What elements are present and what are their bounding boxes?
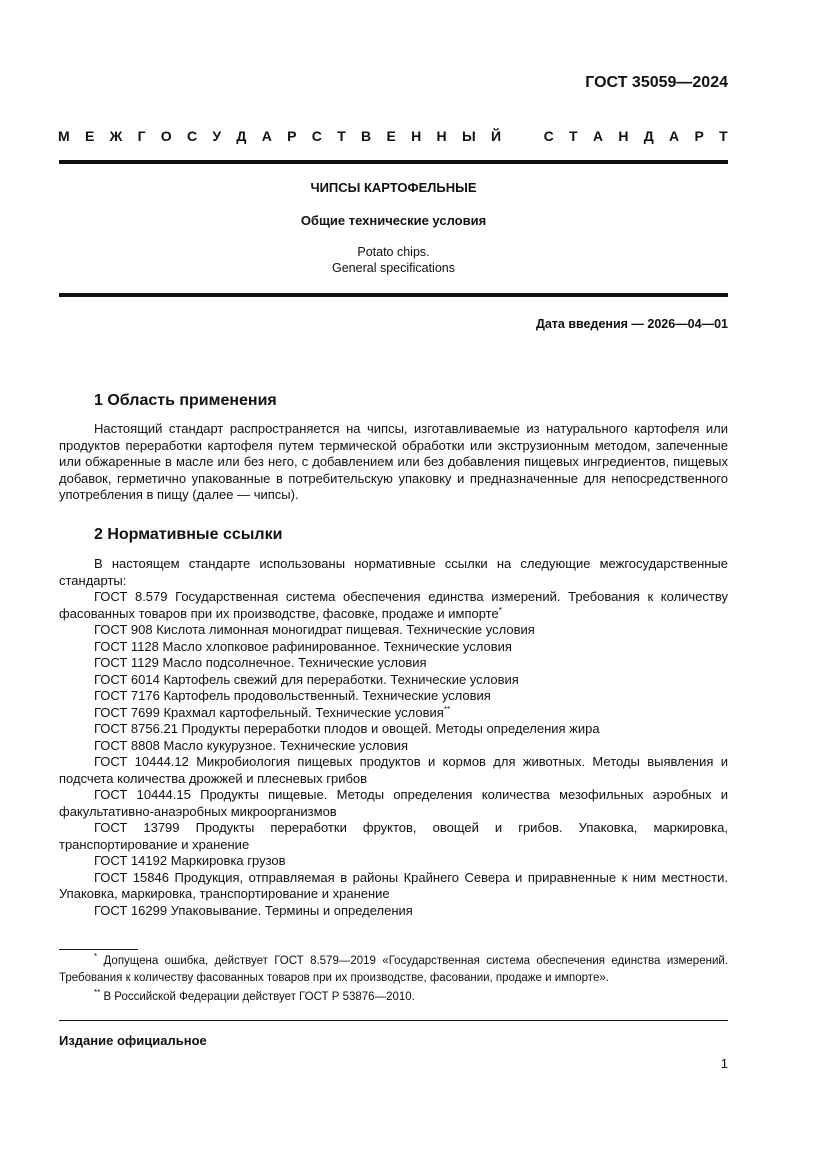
standard-type-letter: А (669, 128, 680, 144)
reference-item (59, 622, 728, 639)
standard-type-letter: Е (386, 128, 396, 144)
reference-text: ГОСТ 6014 Картофель свежий для переработки. Технические условия (94, 671, 519, 687)
reference-text: ГОСТ 1128 Масло хлопковое рафинированное. Технические условия (94, 638, 512, 654)
word-gap (516, 128, 528, 144)
standard-type-letter: С (543, 128, 554, 144)
standard-type-letter: В (361, 128, 372, 144)
footnote (59, 953, 728, 986)
english-title-line2: General specifications (332, 261, 455, 275)
standard-type-letter: Т (719, 128, 728, 144)
footnote-text: В Российской Федерации действует ГОСТ Р 53876—2010. (103, 991, 415, 1003)
reference-item (59, 688, 728, 705)
reference-text: ГОСТ 8756.21 Продукты переработки плодов и овощей. Методы определения жира (94, 721, 600, 736)
reference-text: ГОСТ 13799 Продукты переработки фруктов, овощей и грибов. Упаковка, маркировка, транспортирование и хранение (59, 820, 728, 852)
document-subtitle: Общие технические условия (300, 213, 487, 228)
standard-type-letter: Е (84, 128, 95, 144)
introduction-date: Дата введения — 2026—04—01 (535, 317, 728, 331)
english-title-line1: Potato chips. (357, 245, 430, 259)
standard-type-letter: Ж (109, 128, 123, 144)
reference-item (59, 787, 728, 820)
standard-type-letter: Й (490, 128, 502, 144)
standard-type-letter: Ы (461, 128, 476, 144)
footnote-marker: * (94, 952, 98, 961)
reference-text: ГОСТ 7699 Крахмал картофельный. Технические условия (94, 704, 444, 720)
standard-type-letter: А (261, 128, 272, 144)
gost-number: ГОСТ 35059—2024 (585, 74, 728, 91)
header-rule (59, 160, 728, 164)
reference-item (59, 589, 728, 622)
standard-type-letter: С (311, 128, 322, 144)
english-title (59, 244, 728, 276)
section-2-heading: 2 Нормативные ссылки (94, 526, 283, 543)
standard-type-letter: С (186, 128, 198, 144)
reference-item (59, 721, 728, 738)
reference-item (59, 870, 728, 903)
document-title: ЧИПСЫ КАРТОФЕЛЬНЫЕ (310, 180, 477, 195)
reference-item (59, 820, 728, 853)
footnote (59, 989, 728, 1006)
section-1-text (59, 421, 728, 504)
reference-text: ГОСТ 908 Кислота лимонная моногидрат пищевая. Технические условия (94, 622, 535, 637)
standard-type-letter: М (58, 128, 70, 144)
footnote-marker: * (498, 605, 502, 615)
page-number: 1 (720, 1056, 728, 1071)
reference-item (59, 853, 728, 870)
standard-type-letter: Н (411, 128, 422, 144)
references-intro: В настоящем стандарте использованы нормативные ссылки на следующие межгосударственные стандарты: (59, 556, 728, 588)
footnote-marker: ** (443, 704, 451, 714)
reference-list (59, 589, 728, 919)
reference-text: ГОСТ 1129 Масло подсолнечное. Технические условия (94, 655, 427, 670)
standard-type-letter: Т (569, 128, 578, 144)
standard-type-letter: Р (694, 128, 704, 144)
footnotes (59, 953, 728, 1006)
reference-item (59, 672, 728, 689)
reference-text: ГОСТ 8.579 Государственная система обеспечения единства измерений. Требования к количеству фасованных товаров при их производстве, фасовке, продаже и импорте (59, 589, 728, 621)
standard-type-letter: А (592, 128, 604, 144)
reference-item (59, 639, 728, 656)
standard-type-letter: Н (618, 128, 629, 144)
standard-type-letter: О (160, 128, 172, 144)
footnote-rule (59, 949, 138, 950)
standard-type-letter: Д (236, 128, 247, 144)
standard-type-letter: Н (436, 128, 447, 144)
reference-item (59, 655, 728, 672)
reference-text: ГОСТ 8808 Масло кукурузное. Технические условия (94, 737, 409, 753)
standard-type-heading (58, 128, 728, 144)
reference-item (59, 903, 728, 920)
reference-item (59, 738, 728, 755)
standard-type-letter: Т (337, 128, 346, 144)
reference-item (59, 705, 728, 722)
reference-text: ГОСТ 10444.12 Микробиология пищевых продуктов и кормов для животных. Методы выявления и подсчета количества дрожжей и плесневых грибов (59, 754, 728, 786)
reference-text: ГОСТ 15846 Продукция, отправляемая в районы Крайнего Севера и приравненные к ним местности. Упаковка, маркировка, транспортирование и хранение (59, 869, 728, 901)
reference-text: ГОСТ 10444.15 Продукты пищевые. Методы определения количества мезофильных аэробных и факультативно-анаэробных микроорганизмов (59, 787, 728, 819)
footer-rule (59, 1020, 728, 1021)
reference-text: ГОСТ 16299 Упаковывание. Термины и определения (94, 902, 413, 918)
standard-type-letter: У (212, 128, 222, 144)
reference-text: ГОСТ 14192 Маркировка грузов (94, 853, 286, 868)
section-1-paragraph: Настоящий стандарт распространяется на чипсы, изготавливаемые из натурального картофеля или продуктов переработки картофеля путем термической обработки или экструзионным методом, запеченные или обжаренные в масле или без него, с добавлением или без добавления пищевых ингредиентов, пищевых добавок, герметично упакованные в потребительскую упаковку и предназначенные для непосредственного употребления в пищу (далее — чипсы). (59, 421, 728, 502)
reference-item (59, 754, 728, 787)
official-edition-label: Издание официальное (59, 1033, 207, 1048)
section-1-heading: 1 Область применения (94, 392, 277, 409)
normative-references (59, 556, 728, 919)
title-rule (59, 293, 728, 297)
footnote-marker: ** (94, 988, 101, 997)
standard-type-letter: Р (287, 128, 297, 144)
footnote-text: Допущена ошибка, действует ГОСТ 8.579—2019 «Государственная система обеспечения единства измерений. Требования к количеству фасованных товаров при их производстве, фасовании, продаже и импорте». (59, 955, 728, 984)
standard-type-letter: Г (137, 128, 146, 144)
reference-text: ГОСТ 7176 Картофель продовольственный. Технические условия (94, 688, 491, 703)
standard-type-letter: Д (643, 128, 654, 144)
